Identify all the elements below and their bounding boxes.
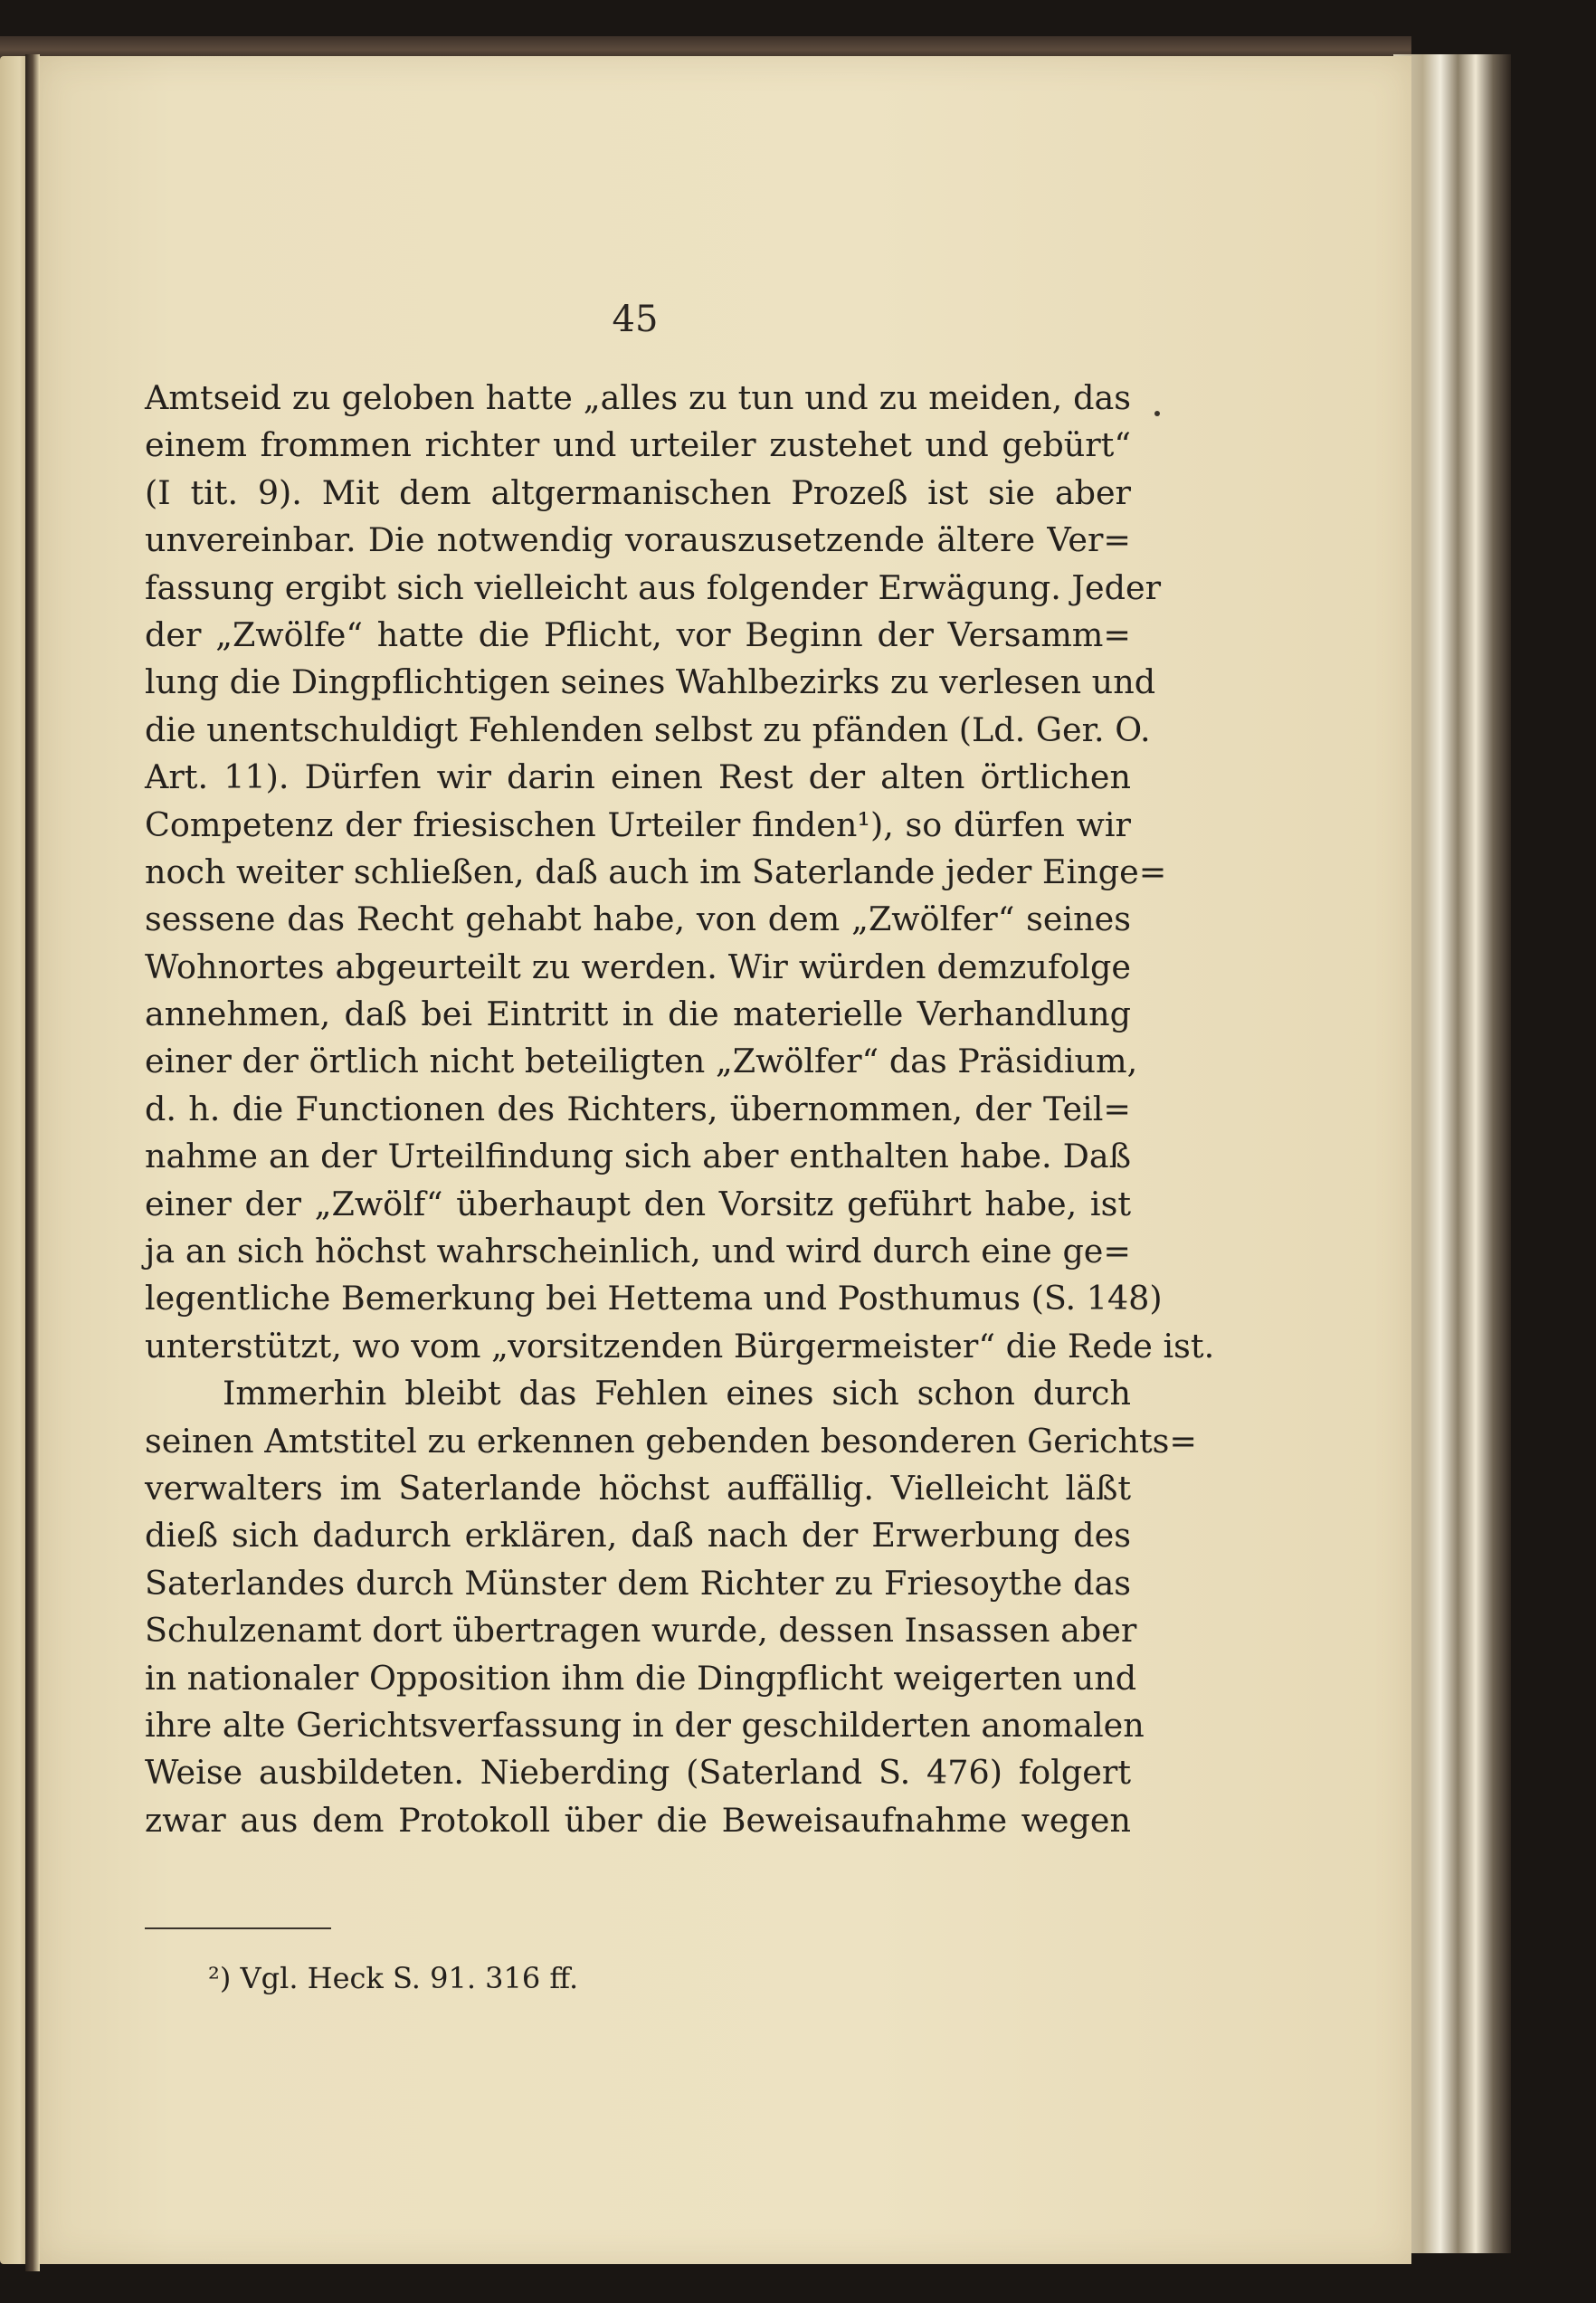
text-line: Wohnortes abgeurteilt zu werden. Wir würden demzufolge xyxy=(145,947,1131,986)
margin-mark xyxy=(1154,411,1160,416)
footnote: ²) Vgl. Heck S. 91. 316 ff. xyxy=(208,1961,579,1995)
text-line: nahme an der Urteilfindung sich aber enthalten habe. Daß xyxy=(145,1137,1131,1176)
text-line: legentliche Bemerkung bei Hettema und Posthumus (S. 148) xyxy=(145,1279,1163,1318)
text-line: (I tit. 9). Mit dem altgermanischen Prozeß ist sie aber xyxy=(145,472,1131,512)
text-line: Competenz der friesischen Urteiler finden¹), so dürfen wir xyxy=(145,804,1131,844)
text-line: Amtseid zu geloben hatte „alles zu tun und zu meiden, das xyxy=(145,378,1131,417)
text-line: zwar aus dem Protokoll über die Beweisaufnahme wegen xyxy=(145,1800,1131,1840)
text-line: Immerhin bleibt das Fehlen eines sich schon durch xyxy=(223,1374,1131,1413)
text-line: der „Zwölfe“ hatte die Pflicht, vor Beginn der Versamm= xyxy=(145,614,1131,654)
text-line: einer der örtlich nicht beteiligten „Zwölfer“ das Präsidium, xyxy=(145,1042,1138,1081)
page-number: 45 xyxy=(612,299,659,340)
text-line: Schulzenamt dort übertragen wurde, dessen Insassen aber xyxy=(145,1611,1137,1651)
text-line: Saterlandes durch Münster dem Richter zu Friesoythe das xyxy=(145,1563,1131,1603)
footnote-rule xyxy=(145,1927,331,1929)
text-line: Art. 11). Dürfen wir darin einen Rest der alten örtlichen xyxy=(145,757,1131,797)
text-line: sessene das Recht gehabt habe, von dem „Zwölfer“ seines xyxy=(145,899,1131,939)
book-page xyxy=(36,56,1411,2264)
text-line: fassung ergibt sich vielleicht aus folgender Erwägung. Jeder xyxy=(145,567,1162,607)
text-line: einem frommen richter und urteiler zustehet und gebürt“ xyxy=(145,425,1131,465)
text-line: unvereinbar. Die notwendig vorauszusetzende ältere Ver= xyxy=(145,520,1131,560)
text-line: d. h. die Functionen des Richters, übernommen, der Teil= xyxy=(145,1089,1131,1128)
text-line: die unentschuldigt Fehlenden selbst zu pfänden (Ld. Ger. O. xyxy=(145,709,1151,749)
text-line: ja an sich höchst wahrscheinlich, und wird durch eine ge= xyxy=(145,1232,1131,1271)
book-gutter xyxy=(25,54,40,2271)
text-line: in nationaler Opposition ihm die Dingpflicht weigerten und xyxy=(145,1658,1137,1698)
text-line: verwalters im Saterlande höchst auffällig. Vielleicht läßt xyxy=(145,1468,1131,1508)
text-line: ihre alte Gerichtsverfassung in der geschilderten anomalen xyxy=(145,1705,1145,1745)
text-line: einer der „Zwölf“ überhaupt den Vorsitz geführt habe, ist xyxy=(145,1184,1131,1223)
text-line: seinen Amtstitel zu erkennen gebenden besonderen Gerichts= xyxy=(145,1421,1197,1461)
text-line: annehmen, daß bei Eintritt in die materielle Verhandlung xyxy=(145,994,1131,1034)
text-line: noch weiter schließen, daß auch im Saterlande jeder Einge= xyxy=(145,852,1167,891)
body-text xyxy=(145,375,1215,1844)
text-line: Weise ausbildeten. Nieberding (Saterland S. 476) folgert xyxy=(145,1753,1131,1793)
text-line: unterstützt, wo vom „vorsitzenden Bürgermeister“ die Rede ist. xyxy=(145,1326,1215,1366)
text-line: dieß sich dadurch erklären, daß nach der Erwerbung des xyxy=(145,1516,1131,1556)
text-line: lung die Dingpflichtigen seines Wahlbezirks zu verlesen und xyxy=(145,662,1156,702)
